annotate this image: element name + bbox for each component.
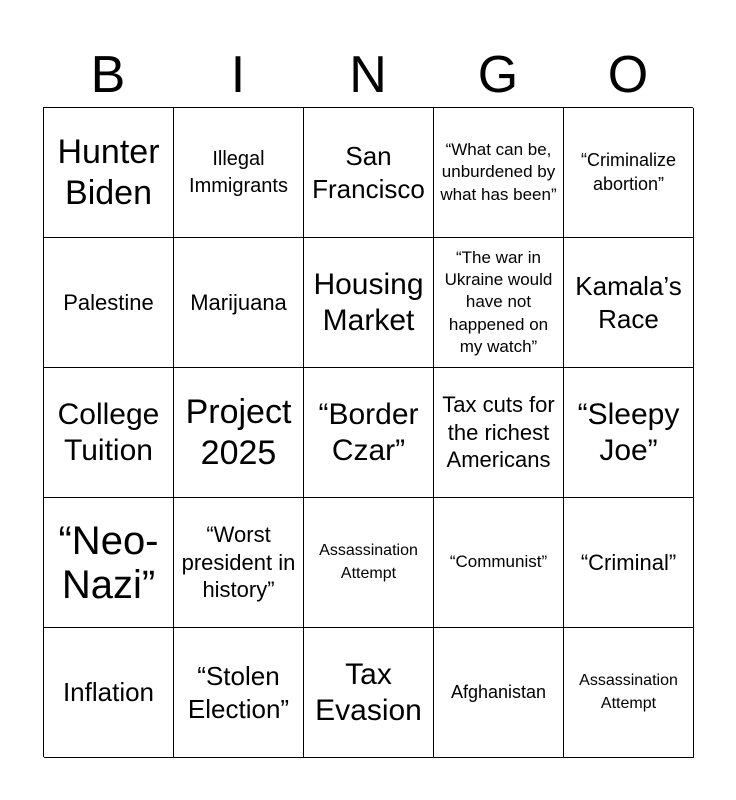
- bingo-cell-r2-c4[interactable]: [434, 238, 564, 368]
- cell-text: San Francisco: [312, 141, 425, 204]
- cell-text: “Communist”: [449, 552, 548, 572]
- bingo-board: [43, 107, 693, 757]
- cell-text: College Tuition: [57, 397, 160, 467]
- bingo-cell-r1-c4[interactable]: [434, 108, 564, 238]
- bingo-cell-r4-c1[interactable]: [44, 498, 174, 628]
- cell-text: Illegal Immigrants: [189, 147, 288, 197]
- bingo-cell-r2-c3[interactable]: [304, 238, 434, 368]
- bingo-cell-r3-c1[interactable]: [44, 368, 174, 498]
- cell-text: “Criminal”: [580, 549, 677, 575]
- cell-text: Palestine: [63, 289, 154, 315]
- cell-text: “What can be, unburdened by what has been”: [440, 140, 557, 204]
- bingo-cell-r3-c2[interactable]: [174, 368, 304, 498]
- cell-text: “Sleepy Joe”: [577, 397, 680, 467]
- bingo-cell-r1-c1[interactable]: [44, 108, 174, 238]
- bingo-cell-r4-c2[interactable]: [174, 498, 304, 628]
- cell-text: “Border Czar”: [318, 397, 419, 467]
- bingo-header: [43, 45, 693, 105]
- bingo-cell-r5-c5[interactable]: [564, 628, 694, 758]
- cell-text: Project 2025: [185, 392, 292, 472]
- cell-text: Marijuana: [190, 289, 287, 315]
- bingo-cell-r1-c5[interactable]: [564, 108, 694, 238]
- cell-text: Assassination Attempt: [319, 542, 418, 582]
- bingo-cell-r4-c4[interactable]: [434, 498, 564, 628]
- header-letter-o: O: [607, 46, 649, 104]
- cell-text: Hunter Biden: [57, 132, 160, 212]
- bingo-cell-r4-c5[interactable]: [564, 498, 694, 628]
- cell-text: Tax Evasion: [315, 657, 422, 727]
- bingo-cell-r5-c1[interactable]: [44, 628, 174, 758]
- cell-text: Inflation: [62, 677, 155, 708]
- cell-text: Assassination Attempt: [579, 672, 678, 712]
- bingo-cell-r4-c3[interactable]: [304, 498, 434, 628]
- cell-text: Kamala’s Race: [575, 271, 682, 334]
- cell-text: Afghanistan: [450, 681, 547, 702]
- bingo-cell-r1-c2[interactable]: [174, 108, 304, 238]
- bingo-cell-r2-c1[interactable]: [44, 238, 174, 368]
- bingo-cell-r3-c3[interactable]: [304, 368, 434, 498]
- header-letter-g: G: [477, 46, 519, 104]
- cell-text: “Criminalize abortion”: [580, 150, 676, 194]
- cell-text: Tax cuts for the richest Americans: [442, 392, 555, 473]
- bingo-cell-r1-c3[interactable]: [304, 108, 434, 238]
- cell-text: “Worst president in history”: [181, 522, 296, 603]
- bingo-cell-r3-c4[interactable]: [434, 368, 564, 498]
- bingo-cell-r2-c2[interactable]: [174, 238, 304, 368]
- header-letter-b: B: [90, 46, 126, 104]
- cell-text: “Stolen Election”: [187, 661, 290, 724]
- bingo-cell-r5-c2[interactable]: [174, 628, 304, 758]
- bingo-cell-r5-c3[interactable]: [304, 628, 434, 758]
- bingo-cell-r2-c5[interactable]: [564, 238, 694, 368]
- cell-text: Housing Market: [313, 267, 424, 337]
- cell-text: “The war in Ukraine would have not happened on my watch”: [444, 248, 553, 356]
- header-letter-i: I: [230, 46, 246, 104]
- cell-text: “Neo-Nazi”: [58, 518, 159, 607]
- bingo-cell-r3-c5[interactable]: [564, 368, 694, 498]
- bingo-cell-r5-c4[interactable]: [434, 628, 564, 758]
- header-letter-n: N: [349, 46, 387, 104]
